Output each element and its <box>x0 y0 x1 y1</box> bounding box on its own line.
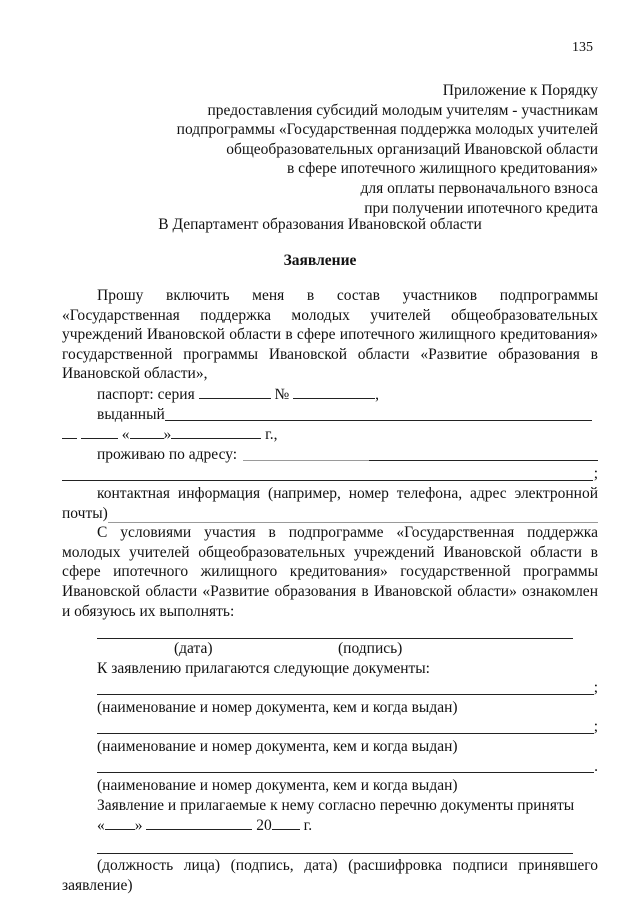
document-field-2[interactable] <box>97 719 594 734</box>
attached-label: К заявлению прилагаются следующие документы: <box>97 659 430 677</box>
header-line: при получении ипотечного кредита <box>364 199 598 217</box>
accepted-year-mark: г. <box>303 817 313 835</box>
signature-line[interactable] <box>97 621 573 639</box>
header-line: подпрограммы «Государственная поддержка молодых учителей <box>176 121 598 139</box>
issued-line <box>62 405 598 425</box>
header-line: для оплаты первоначального взноса <box>360 179 598 197</box>
issued-by-field[interactable] <box>165 406 592 421</box>
header-line: в сфере ипотечного жилищного кредитования» <box>286 160 598 178</box>
accepted-date-line <box>62 815 598 836</box>
passport-label: паспорт: серия <box>97 385 195 403</box>
address-continuation-line <box>62 464 598 484</box>
passport-series-field[interactable] <box>199 384 271 399</box>
issue-date-line <box>62 424 598 445</box>
document-field-3[interactable] <box>97 758 594 773</box>
document-field-1[interactable] <box>97 680 594 695</box>
date-caption: (дата) <box>174 640 213 658</box>
conditions-paragraph: С условиями участия в подпрограмме «Государственная поддержка молодых учителей общеобразовательных учреждений Ивановской области в сфере ипотечного жилищного кредитования» государственной программы Ивановской области «Развитие образования в Ивановской области» ознакомлен и обязуюсь их выполнять: <box>62 524 598 620</box>
document-line-1 <box>62 678 598 698</box>
contact-label: контактная информация (например, номер телефона, адрес электронной почты) <box>62 484 598 522</box>
accepted-month-field[interactable] <box>146 815 252 830</box>
document-period: . <box>594 757 598 775</box>
issued-label: выданный <box>97 405 165 423</box>
passport-line <box>62 384 598 405</box>
issue-day-quoted-field[interactable] <box>130 424 164 439</box>
addressee: В Департамент образования Ивановской области <box>158 216 482 233</box>
year-suffix: г., <box>265 426 278 444</box>
document-line-2 <box>62 717 598 737</box>
signature-captions <box>62 639 598 659</box>
address-continuation-field[interactable] <box>62 466 593 481</box>
address-line <box>62 445 598 465</box>
document-line-3 <box>62 757 598 777</box>
header-line: Приложение к Порядку <box>442 82 598 99</box>
page-number: 135 <box>572 40 593 55</box>
passport-number-field[interactable] <box>293 384 375 399</box>
issue-day-field[interactable] <box>62 424 77 439</box>
official-signature-line[interactable] <box>97 836 573 854</box>
document-caption-2: (наименование и номер документа, кем и когда выдан) <box>97 738 458 756</box>
document-caption-1: (наименование и номер документа, кем и когда выдан) <box>97 698 458 716</box>
document-semicolon-1: ; <box>593 679 598 697</box>
header-line: общеобразовательных организаций Ивановской области <box>226 140 598 158</box>
open-quote: « <box>121 426 130 444</box>
address-semicolon: ; <box>593 465 598 483</box>
appendix-header <box>177 81 598 218</box>
application-body <box>62 286 598 895</box>
address-field-part2[interactable] <box>369 446 598 461</box>
accepted-year-field[interactable] <box>272 815 300 830</box>
header-line: предоставления субсидий молодым учителям - участникам <box>207 101 598 119</box>
document-caption-3: (наименование и номер документа, кем и когда выдан) <box>97 777 458 795</box>
issue-month-field[interactable] <box>81 424 118 439</box>
issue-month-year-field[interactable] <box>171 424 261 439</box>
accepted-open-quote: « <box>97 817 105 835</box>
document-title: Заявление <box>283 252 357 269</box>
close-quote: » <box>163 426 172 444</box>
official-caption: (должность лица) (подпись, дата) (расшифровка подписи принявшего заявление) <box>62 857 598 894</box>
signature-caption: (подпись) <box>338 640 403 658</box>
accepted-year-prefix: 20 <box>256 817 272 835</box>
passport-comma: , <box>375 385 380 403</box>
accepted-label: Заявление и прилагаемые к нему согласно перечню документы приняты <box>97 796 575 814</box>
accepted-day-field[interactable] <box>105 815 135 830</box>
address-label: проживаю по адресу: <box>97 445 238 463</box>
contact-field[interactable] <box>108 508 598 523</box>
request-paragraph: Прошу включить меня в состав участников подпрограммы «Государственная поддержка молодых учителей общеобразовательных учреждений Ивановской области в сфере ипотечного жилищного кредитования» государственной программы Ивановской области «Развитие образования в Ивановской области», <box>62 287 598 383</box>
number-sign: № <box>274 385 290 403</box>
document-semicolon-2: ; <box>593 718 598 736</box>
address-field-part1[interactable] <box>243 446 369 461</box>
accepted-close-quote: » <box>134 817 143 835</box>
contact-block <box>62 484 598 523</box>
